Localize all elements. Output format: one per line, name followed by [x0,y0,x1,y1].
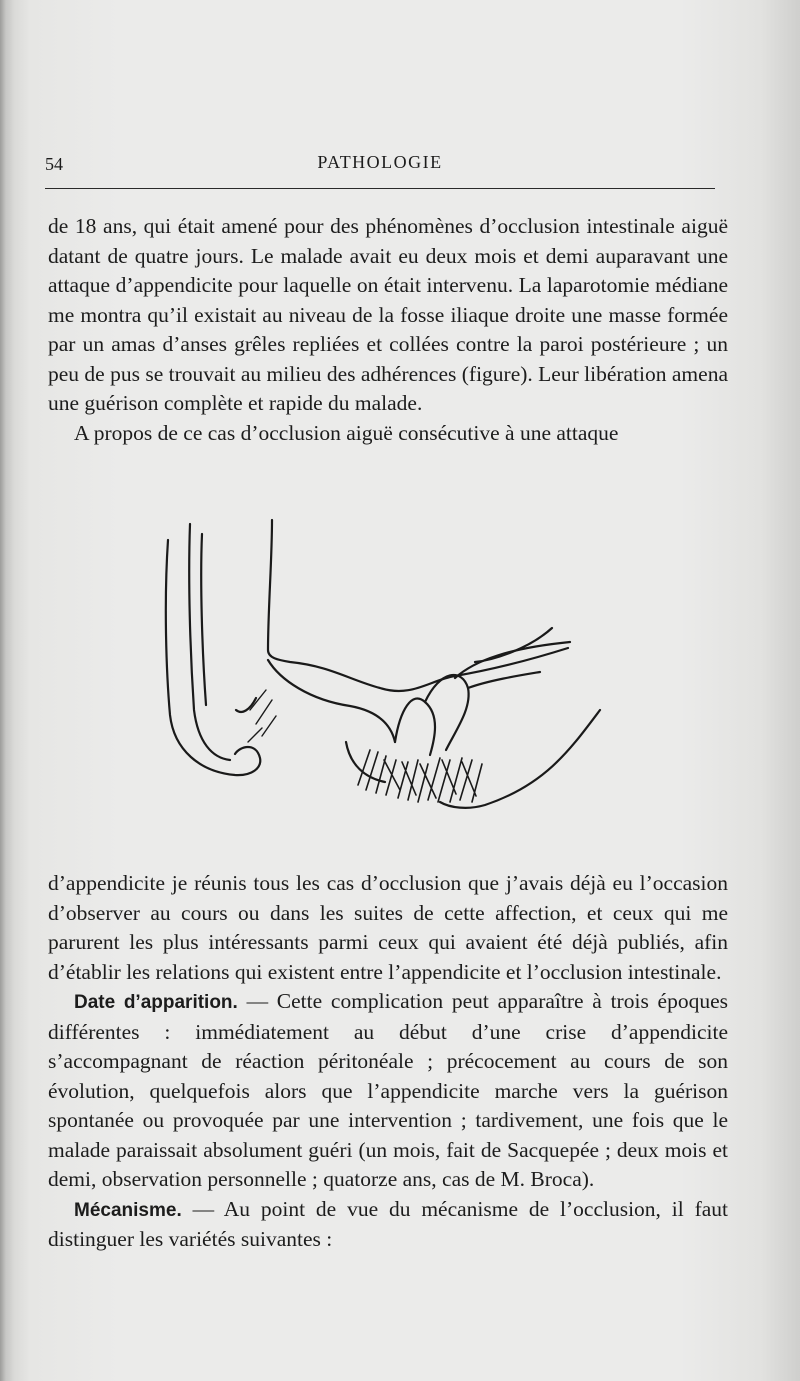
figure-line [440,710,600,808]
paragraph: A propos de ce cas d’occlusion aiguë consécutive à une attaque [74,420,619,445]
figure-line [395,698,435,755]
page-number: 54 [45,154,63,174]
paragraph: d’appendicite je réunis tous les cas d’occlusion que j’avais déjà eu l’occasion d’observer au cours ou dans les suites de cette affection, et ceux qui me parurent les plus intéressants parmi ceux qui avaient été déjà publiés, afin d’établir les relations qui existent entre l’appendicite et l’occlusion intestinale. [48,871,728,984]
text-block-top [48,212,728,448]
figure-hatching [248,690,276,742]
text-block-bottom [48,869,728,1255]
section-text-date: — Cette complication peut apparaître à trois époques différentes : immédiatement au début d’une crise d’appendicite s’accompagnant de réaction péritonéale ; précocement au cours de son évolution, quelquefois alors que l’appendicite marche vers la guérison spontanée ou provoquée par une intervention ; tardivement, une fois que le malade paraissait absolument guéri (un mois, fait de Sacquepée ; deux mois et demi, observation personnelle ; quatorze ans, cas de M. Broca). [48,989,728,1191]
figure-line [236,698,256,712]
figure-line [201,534,206,705]
figure-line [166,540,260,775]
figure-line [468,672,540,688]
section-label-mecanisme: Mécanisme. [74,1199,182,1221]
intestine-drawing [150,510,620,850]
paragraph: de 18 ans, qui était amené pour des phénomènes d’occlusion intestinale aiguë datant de quatre jours. Le malade avait eu deux mois et demi auparavant une attaque d’appendicite pour laquelle on était intervenu. La laparotomie médiane me montra qu’il existait au niveau de la fosse iliaque droite une masse formée par un amas d’anses grêles repliées et collées contre la paroi postérieure ; un peu de pus se trouvait au milieu des adhérences (figure). Leur libération amena une guérison complète et rapide du malade. [48,214,728,415]
figure-line [268,520,568,691]
paragraph-mecanisme [48,1195,728,1255]
running-title: PATHOLOGIE [317,152,443,172]
header-rule [45,188,715,189]
binding-gutter [0,0,14,1381]
section-text-mecanisme: — Au point de vue du mécanisme de l’occlusion, il faut distinguer les variétés suivantes : [48,1196,728,1251]
running-head [45,150,715,180]
paragraph-date-apparition [48,987,728,1195]
figure-intestinal-loops [150,510,620,850]
figure-line [268,660,395,742]
figure-hatching [358,750,482,802]
section-label-date: Date d’apparition. [74,992,238,1013]
figure-line [189,524,230,760]
